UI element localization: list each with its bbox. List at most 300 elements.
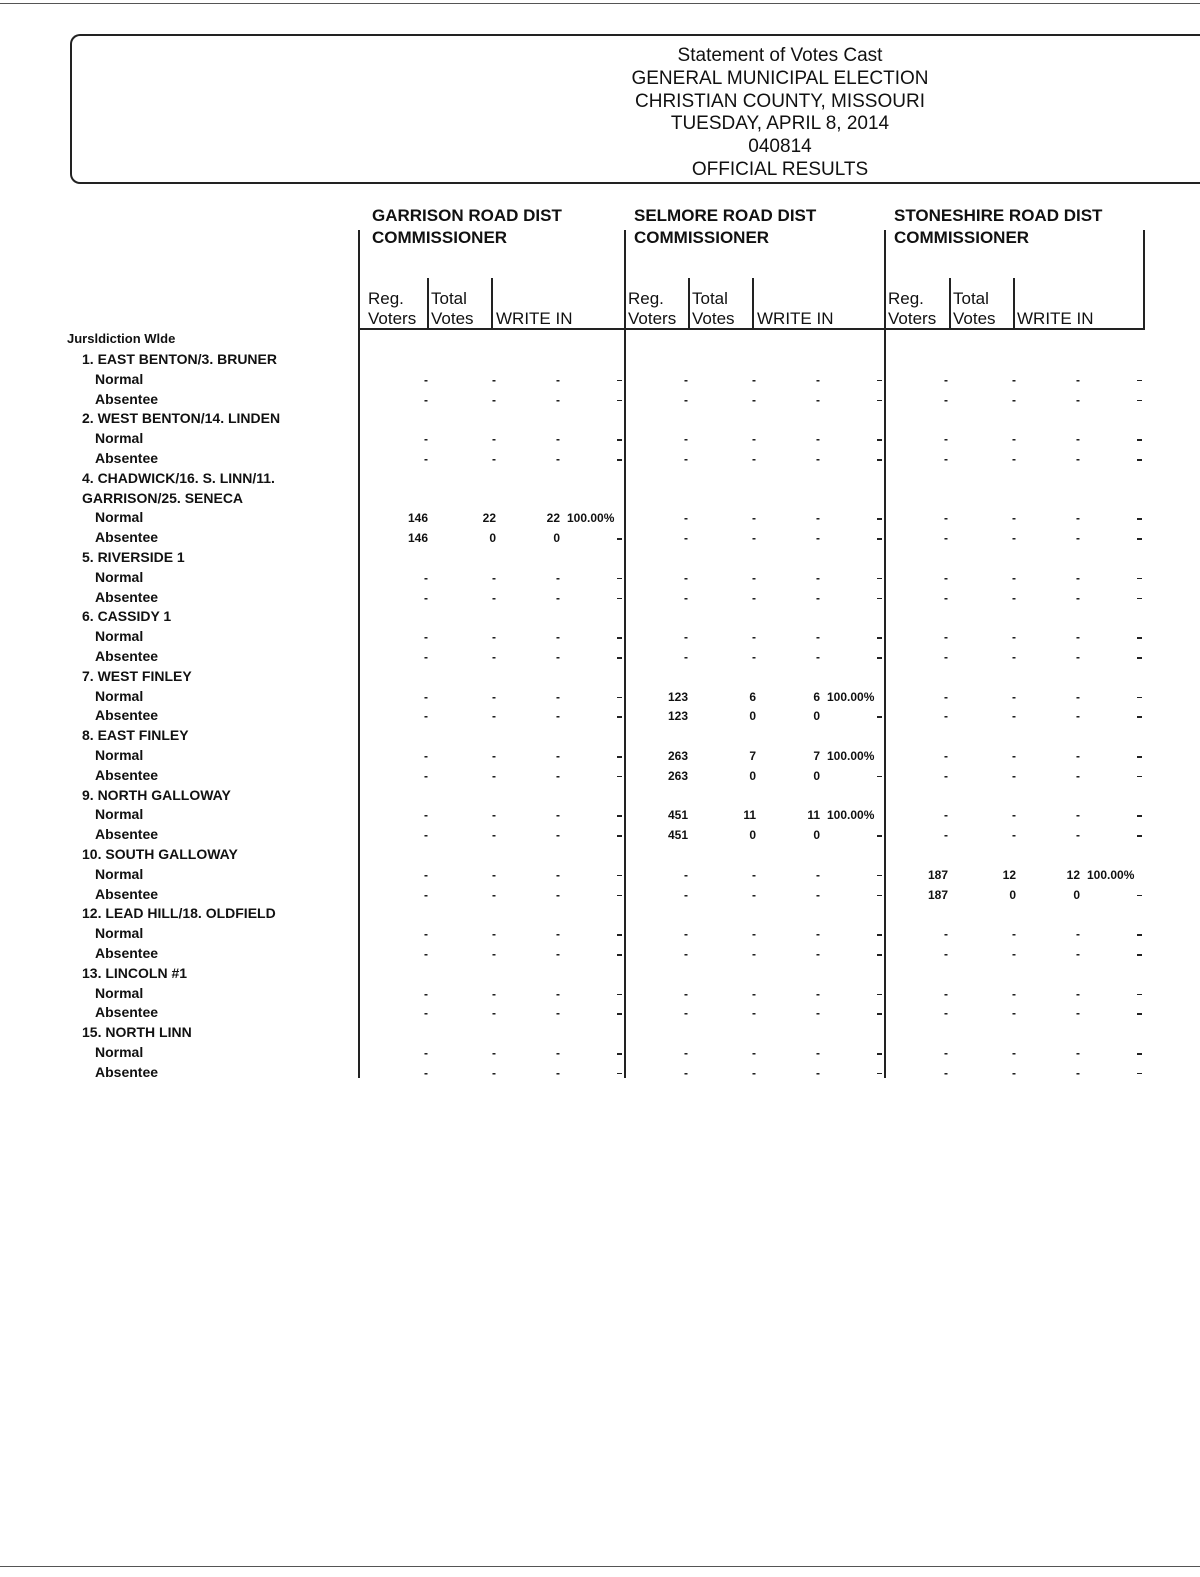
precinct-label: 7. WEST FINLEY [82,667,192,684]
reg-voters-cell: - [424,452,428,466]
column-tick [617,637,622,639]
column-tick [1137,400,1142,402]
total-votes-cell: - [752,887,756,902]
total-votes-cell: - [752,1065,756,1080]
total-votes-cell: 0 [749,828,756,843]
write-in-cell: - [556,986,560,1001]
total-votes-cell: - [1012,570,1016,585]
write-in-cell: - [816,590,820,605]
reg-voters-cell: - [424,768,428,783]
vote-type-label: Normal [95,568,144,585]
total-votes-cell: - [1012,392,1016,407]
column-tick [1137,815,1142,817]
write-in-cell: - [1076,372,1080,387]
contest-title-garrison: GARRISON ROAD DIST COMMISSIONER [372,206,562,247]
precinct-row [0,964,1200,984]
vote-type-row [0,390,1200,410]
write-in-cell: - [556,768,560,783]
vote-type-row [0,1043,1200,1063]
column-tick [1137,697,1142,699]
vote-type-label: Absentee [95,450,159,466]
total-votes-cell: - [1012,1065,1016,1080]
reg-voters-cell: - [944,828,948,843]
total-votes-cell: - [1012,590,1016,605]
total-votes-cell: 0 [749,768,756,783]
column-tick [1137,1013,1142,1015]
write-in-cell: - [1076,432,1080,447]
total-votes-cell: - [752,392,756,407]
total-votes-cell: 0 [749,709,756,724]
column-tick [1137,657,1142,659]
reg-voters-cell: - [424,1006,428,1021]
column-tick [617,538,622,540]
divider-right [1143,230,1145,330]
total-votes-cell: - [1012,511,1016,526]
vote-type-label: Normal [95,865,144,882]
reg-voters-cell: - [944,590,948,605]
subdivider [752,278,754,330]
column-tick [1137,776,1142,778]
reg-voters-cell: - [944,432,948,447]
column-tick [1137,1053,1142,1055]
write-in-cell: - [1076,709,1080,724]
total-votes-cell: - [1012,432,1016,447]
write-in-cell: - [556,1006,560,1021]
column-tick [617,380,622,382]
subdivider [949,278,951,330]
total-votes-cell: - [492,1006,496,1021]
reg-voters-cell: - [424,867,428,882]
reg-voters-cell: - [944,709,948,724]
vote-type-label: Absentee [95,588,159,605]
vote-type-row [0,1063,1200,1083]
write-in-cell: - [556,570,560,585]
total-votes-cell: - [492,927,496,942]
write-in-cell: - [556,372,560,387]
total-votes-cell: 0 [489,531,496,546]
total-votes-cell: - [492,768,496,783]
total-votes-cell: - [1012,1006,1016,1021]
reg-voters-cell: 123 [667,709,688,724]
total-votes-cell: 6 [749,689,756,704]
column-tick [617,954,622,956]
write-in-cell: - [556,689,560,704]
column-tick [877,835,882,837]
write-in-cell: - [1076,947,1080,961]
total-votes-cell: - [1012,452,1016,466]
vote-type-label: Normal [95,1044,144,1060]
write-in-cell: - [816,452,820,466]
total-votes-cell: 0 [1009,887,1016,902]
write-in-cell: - [816,432,820,447]
col-total-votes: Total Votes [953,289,996,328]
total-votes-cell: - [492,887,496,902]
precinct-row [0,489,1200,509]
precinct-label: 10. SOUTH GALLOWAY [82,846,238,862]
total-votes-cell: 22 [482,511,496,526]
write-in-cell: - [556,867,560,882]
total-votes-cell: - [752,986,756,1001]
write-in-cell: 22 [546,511,560,526]
total-votes-cell: - [1012,689,1016,704]
column-tick [617,459,622,461]
write-in-cell: - [1076,986,1080,1001]
reg-voters-cell: - [944,986,948,1001]
reg-voters-cell: - [424,808,428,823]
precinct-label: 15. NORTH LINN [82,1024,192,1041]
column-tick [877,459,882,461]
write-in-cell: - [816,531,820,546]
total-votes-cell: - [492,808,496,823]
column-tick [617,875,622,877]
precinct-row [0,786,1200,806]
precinct-label: 4. CHADWICK/16. S. LINN/11. [82,469,275,486]
total-votes-cell: - [492,452,496,466]
header-line-election: GENERAL MUNICIPAL ELECTION [631,67,929,89]
vote-type-row [0,568,1200,588]
header-line-date: TUESDAY, APRIL 8, 2014 [670,113,890,135]
total-votes-cell: - [492,1046,496,1060]
column-tick [617,815,622,817]
reg-voters-cell: - [944,511,948,526]
reg-voters-cell: - [684,392,688,407]
total-votes-cell: - [492,749,496,763]
jurisdiction-wide-label: Jursldiction Wlde [67,331,176,346]
write-in-cell: - [1076,650,1080,664]
write-in-cell: - [1076,1006,1080,1021]
vote-type-row [0,825,1200,845]
reg-voters-cell: - [944,1046,948,1060]
total-votes-cell: - [492,372,496,387]
write-in-cell: - [816,1065,820,1080]
write-in-cell: - [1076,452,1080,466]
total-votes-cell: - [492,432,496,447]
write-in-percent: 100.00% [827,749,875,763]
total-votes-cell: - [1012,808,1016,823]
write-in-cell: - [816,947,820,961]
column-tick [1137,994,1142,996]
precinct-row [0,667,1200,687]
write-in-cell: - [1076,1046,1080,1060]
column-tick [877,1073,882,1075]
write-in-percent: 100.00% [1087,867,1135,882]
column-tick [617,756,622,758]
total-votes-cell: 12 [1002,867,1016,882]
column-tick [1137,637,1142,639]
column-tick [617,895,622,897]
total-votes-cell: - [492,986,496,1001]
subdivider [1013,278,1015,330]
col-reg-voters: Reg. Voters [628,289,677,328]
reg-voters-cell: - [424,828,428,843]
reg-voters-cell: - [684,531,688,546]
precinct-row [0,409,1200,429]
total-votes-cell: - [1012,650,1016,664]
vote-type-label: Absentee [95,390,159,407]
reg-voters-cell: - [684,1046,688,1060]
vote-type-row [0,647,1200,667]
column-tick [877,1053,882,1055]
write-in-percent: 100.00% [827,689,875,704]
write-in-cell: - [1076,511,1080,526]
write-in-cell: - [556,947,560,961]
reg-voters-cell: - [424,590,428,605]
write-in-cell: - [816,392,820,407]
subdivider [688,278,690,330]
precinct-label: 8. EAST FINLEY [82,727,189,744]
write-in-cell: - [816,511,820,526]
reg-voters-cell: 263 [667,749,688,763]
reg-voters-cell: - [684,867,688,882]
vote-type-label: Absentee [95,885,159,902]
column-tick [877,538,882,540]
vote-type-row [0,924,1200,944]
reg-voters-cell: 263 [667,768,688,783]
write-in-cell: 0 [813,709,820,724]
column-tick [877,1013,882,1015]
vote-type-row [0,687,1200,707]
total-votes-cell: - [752,947,756,961]
precinct-row [0,726,1200,746]
column-tick [877,518,882,520]
subdivider [427,278,429,330]
vote-type-label: Normal [95,984,144,1001]
column-tick [877,380,882,382]
column-tick [1137,459,1142,461]
vote-type-label: Absentee [95,945,159,961]
vote-type-label: Absentee [95,826,159,843]
total-votes-cell: - [1012,709,1016,724]
write-in-cell: - [556,927,560,942]
column-tick [1137,934,1142,936]
vote-type-row [0,1003,1200,1023]
total-votes-cell: 11 [743,808,756,823]
total-votes-cell: - [1012,372,1016,387]
total-votes-cell: - [492,689,496,704]
column-tick [1137,756,1142,758]
column-tick [617,994,622,996]
total-votes-cell: - [752,1006,756,1021]
reg-voters-cell: - [684,887,688,902]
write-in-cell: - [816,1046,820,1060]
column-tick [617,439,622,441]
total-votes-cell: - [492,392,496,407]
col-reg-voters: Reg. Voters [368,289,417,328]
write-in-cell: 0 [553,531,560,546]
reg-voters-cell: 146 [407,531,428,546]
write-in-cell: - [1076,630,1080,645]
precinct-row [0,350,1200,370]
column-tick [1137,835,1142,837]
total-votes-cell: - [492,709,496,724]
reg-voters-cell: 123 [667,689,688,704]
reg-voters-cell: - [424,570,428,585]
vote-type-row [0,528,1200,548]
col-total-votes: Total Votes [431,289,474,328]
reg-voters-cell: - [944,768,948,783]
column-tick [617,697,622,699]
precinct-label: 13. LINCOLN #1 [82,964,188,981]
header-line-status: OFFICIAL RESULTS [691,158,869,180]
column-tick [877,716,882,718]
write-in-cell: 12 [1066,867,1080,882]
column-tick [1137,518,1142,520]
total-votes-cell: - [492,590,496,605]
column-tick [1137,439,1142,441]
column-tick [1137,538,1142,540]
column-tick [877,637,882,639]
column-tick [617,1013,622,1015]
column-tick [617,657,622,659]
write-in-cell: - [556,808,560,823]
write-in-cell: - [556,650,560,664]
reg-voters-cell: 146 [407,511,428,526]
write-in-cell: - [1076,689,1080,704]
write-in-cell: - [1076,768,1080,783]
column-tick [1137,578,1142,580]
precinct-label: GARRISON/25. SENECA [82,489,244,506]
vote-type-row [0,746,1200,766]
col-reg-voters: Reg. Voters [888,289,937,328]
jurisdiction-wide-row [0,330,1200,350]
write-in-cell: - [556,392,560,407]
column-tick [1137,716,1142,718]
vote-type-label: Absentee [95,766,159,783]
write-in-percent: 100.00% [827,808,875,823]
total-votes-cell: - [492,630,496,645]
column-tick [1137,598,1142,600]
column-tick [617,776,622,778]
total-votes-cell: - [1012,768,1016,783]
vote-type-row [0,627,1200,647]
total-votes-cell: - [492,1065,496,1080]
vote-type-label: Normal [95,370,144,387]
reg-voters-cell: 451 [667,808,688,823]
precinct-label: 6. CASSIDY 1 [82,608,172,625]
vote-type-label: Normal [95,925,144,942]
vote-type-row [0,370,1200,390]
vote-type-row [0,588,1200,608]
column-tick [877,776,882,778]
write-in-cell: 0 [1073,887,1080,902]
precinct-row [0,845,1200,865]
top-rule [0,3,1200,4]
write-in-cell: - [816,570,820,585]
total-votes-cell: - [752,372,756,387]
write-in-cell: 0 [813,768,820,783]
col-write-in: WRITE IN [1017,309,1094,328]
vote-type-row [0,429,1200,449]
reg-voters-cell: - [424,887,428,902]
total-votes-cell: - [752,1046,756,1060]
vote-type-label: Normal [95,509,144,526]
reg-voters-cell: - [424,1046,428,1060]
vote-type-row [0,766,1200,786]
reg-voters-cell: - [944,1065,948,1080]
column-tick [617,716,622,718]
reg-voters-cell: - [944,808,948,823]
reg-voters-cell: - [424,689,428,704]
total-votes-cell: - [1012,986,1016,1001]
reg-voters-cell: - [684,1065,688,1080]
write-in-cell: - [1076,749,1080,763]
reg-voters-cell: - [944,452,948,466]
column-tick [1137,380,1142,382]
col-write-in: WRITE IN [496,309,573,328]
write-in-cell: - [816,887,820,902]
precinct-label: 2. WEST BENTON/14. LINDEN [82,410,281,427]
write-in-cell: - [816,630,820,645]
write-in-cell: - [1076,1065,1080,1080]
column-tick [877,994,882,996]
vote-type-label: Absentee [95,648,159,664]
column-tick [617,835,622,837]
write-in-cell: - [816,1006,820,1021]
reg-voters-cell: - [944,531,948,546]
total-votes-cell: - [752,531,756,546]
header-line-code: 040814 [748,136,812,158]
vote-type-row [0,805,1200,825]
header-line-title: Statement of Votes Cast [677,45,883,66]
reg-voters-cell: - [424,749,428,763]
write-in-cell: - [556,828,560,843]
col-write-in: WRITE IN [757,309,834,328]
column-tick [617,598,622,600]
total-votes-cell: - [1012,1046,1016,1060]
write-in-cell: - [816,650,820,664]
reg-voters-cell: - [944,1006,948,1021]
bottom-rule [0,1566,1200,1567]
subdivider [491,278,493,330]
reg-voters-cell: - [424,1065,428,1080]
column-tick [877,875,882,877]
total-votes-cell: - [752,867,756,882]
column-tick [877,439,882,441]
precinct-row [0,904,1200,924]
total-votes-cell: - [492,828,496,843]
reg-voters-cell: - [424,986,428,1001]
reg-voters-cell: - [684,1006,688,1021]
precinct-label: 12. LEAD HILL/18. OLDFIELD [82,905,276,922]
contest-title-selmore: SELMORE ROAD DIST COMMISSIONER [634,206,817,247]
vote-type-row [0,508,1200,528]
column-tick [877,657,882,659]
write-in-cell: - [816,986,820,1001]
write-in-cell: 11 [807,808,820,823]
col-total-votes: Total Votes [692,289,735,328]
column-tick [617,1053,622,1055]
vote-type-row [0,449,1200,469]
column-tick [877,895,882,897]
write-in-cell: - [816,372,820,387]
total-votes-cell: - [752,511,756,526]
precinct-label: 1. EAST BENTON/3. BRUNER [82,351,277,367]
write-in-cell: - [556,432,560,447]
reg-voters-cell: - [424,630,428,645]
column-tick [617,1073,622,1075]
vote-type-label: Normal [95,806,144,823]
reg-voters-cell: - [944,630,948,645]
write-in-cell: - [556,1065,560,1080]
write-in-cell: - [1076,828,1080,843]
reg-voters-cell: - [424,650,428,664]
total-votes-cell: - [752,452,756,466]
precinct-row [0,469,1200,489]
reg-voters-cell: 451 [667,828,688,843]
column-tick [877,578,882,580]
reg-voters-cell: - [424,709,428,724]
precinct-row [0,607,1200,627]
